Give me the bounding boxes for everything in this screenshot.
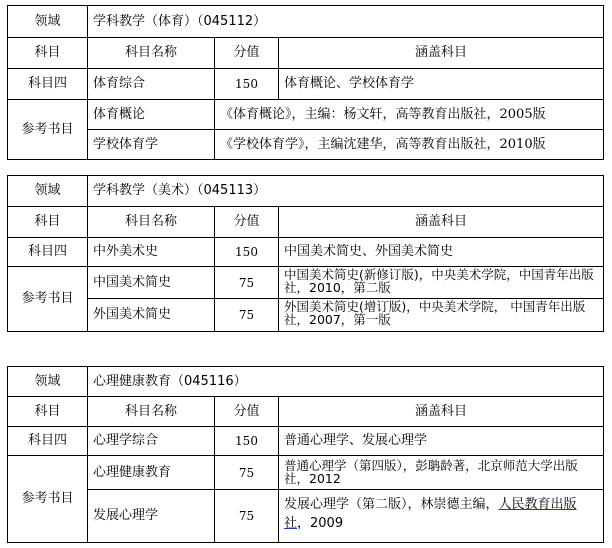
domain-value: 心理健康教育（045116） [88,367,603,397]
ref-book: 中国美术简史(新修订版)，中央美术学院，中国青年出版社，2010，第二版 [279,267,603,299]
ref-label: 参考书目 [8,456,88,542]
exam-row [8,69,603,100]
header-score: 分值 [215,397,279,427]
header-subject: 科目 [8,207,88,238]
exam-table-art [7,175,604,332]
ref-book-year: ，2009 [297,516,344,531]
header-subject: 科目 [8,38,88,69]
header-row [8,38,603,69]
exam-name: 心理学综合 [88,427,215,456]
ref-book: 外国美术简史(增订版)，中央美术学院， 中国青年出版社，2007，第一版 [284,299,586,327]
ref-name: 中国美术简史 [88,267,215,299]
exam-score: 150 [215,238,279,267]
exam-name: 中外美术史 [88,238,215,267]
ref-row [8,100,603,130]
ref-name: 外国美术简史 [88,299,215,331]
domain-row [8,176,603,207]
exam-score: 150 [215,427,279,456]
ref-book [279,490,603,542]
header-row [8,207,603,238]
header-name: 科目名称 [88,397,215,427]
ref-book: 《学校体育学》，主编沈建华，高等教育出版社，2010版 [220,136,546,152]
domain-value: 学科教学（体育）（045112） [88,6,603,38]
ref-label: 参考书目 [8,267,88,331]
exam-table-pe [7,5,604,160]
header-coverage: 涵盖科目 [279,397,603,427]
ref-score: 75 [215,490,279,542]
ref-row [8,299,603,331]
header-coverage: 涵盖科目 [279,38,603,69]
header-subject: 科目 [8,397,88,427]
exam-score: 150 [215,69,279,100]
header-row [8,397,603,427]
ref-name: 学校体育学 [88,130,215,159]
exam-table-psych [7,366,604,543]
header-coverage: 涵盖科目 [279,207,603,238]
exam-name: 体育综合 [88,69,215,100]
ref-score: 75 [215,267,279,299]
ref-book: 普通心理学（第四版），彭聃龄著，北京师范大学出版社，2012 [279,456,603,490]
exam-row [8,427,603,456]
ref-book: 《体育概论》，主编：杨文轩，高等教育出版社，2005版 [215,100,603,130]
ref-name: 发展心理学 [88,490,215,542]
ref-book-text: 发展心理学（第二版），林崇德主编， [284,497,499,512]
ref-score: 75 [215,456,279,490]
ref-name: 心理健康教育 [88,456,215,490]
ref-score: 75 [215,299,279,331]
exam-coverage: 体育概论、学校体育学 [279,69,603,100]
exam-subject: 科目四 [8,427,88,456]
header-score: 分值 [215,207,279,238]
domain-row [8,367,603,397]
header-name: 科目名称 [88,207,215,238]
exam-subject: 科目四 [8,69,88,100]
exam-coverage: 普通心理学、发展心理学 [279,427,603,456]
domain-row [8,6,603,38]
ref-row [8,130,603,159]
domain-label: 领域 [8,367,88,397]
header-name: 科目名称 [88,38,215,69]
exam-coverage: 中国美术简史、外国美术简史 [279,238,603,267]
header-score: 分值 [215,38,279,69]
ref-row [8,456,603,490]
publisher-link[interactable]: 人民教育出版社 [284,497,577,531]
ref-row [8,490,603,542]
exam-subject: 科目四 [8,238,88,267]
ref-name: 体育概论 [88,100,215,130]
exam-row [8,238,603,267]
domain-value: 学科教学（美术）（045113） [88,176,603,207]
ref-label: 参考书目 [8,100,88,159]
domain-label: 领域 [8,176,88,207]
ref-row [8,267,603,299]
domain-label: 领域 [8,6,88,38]
